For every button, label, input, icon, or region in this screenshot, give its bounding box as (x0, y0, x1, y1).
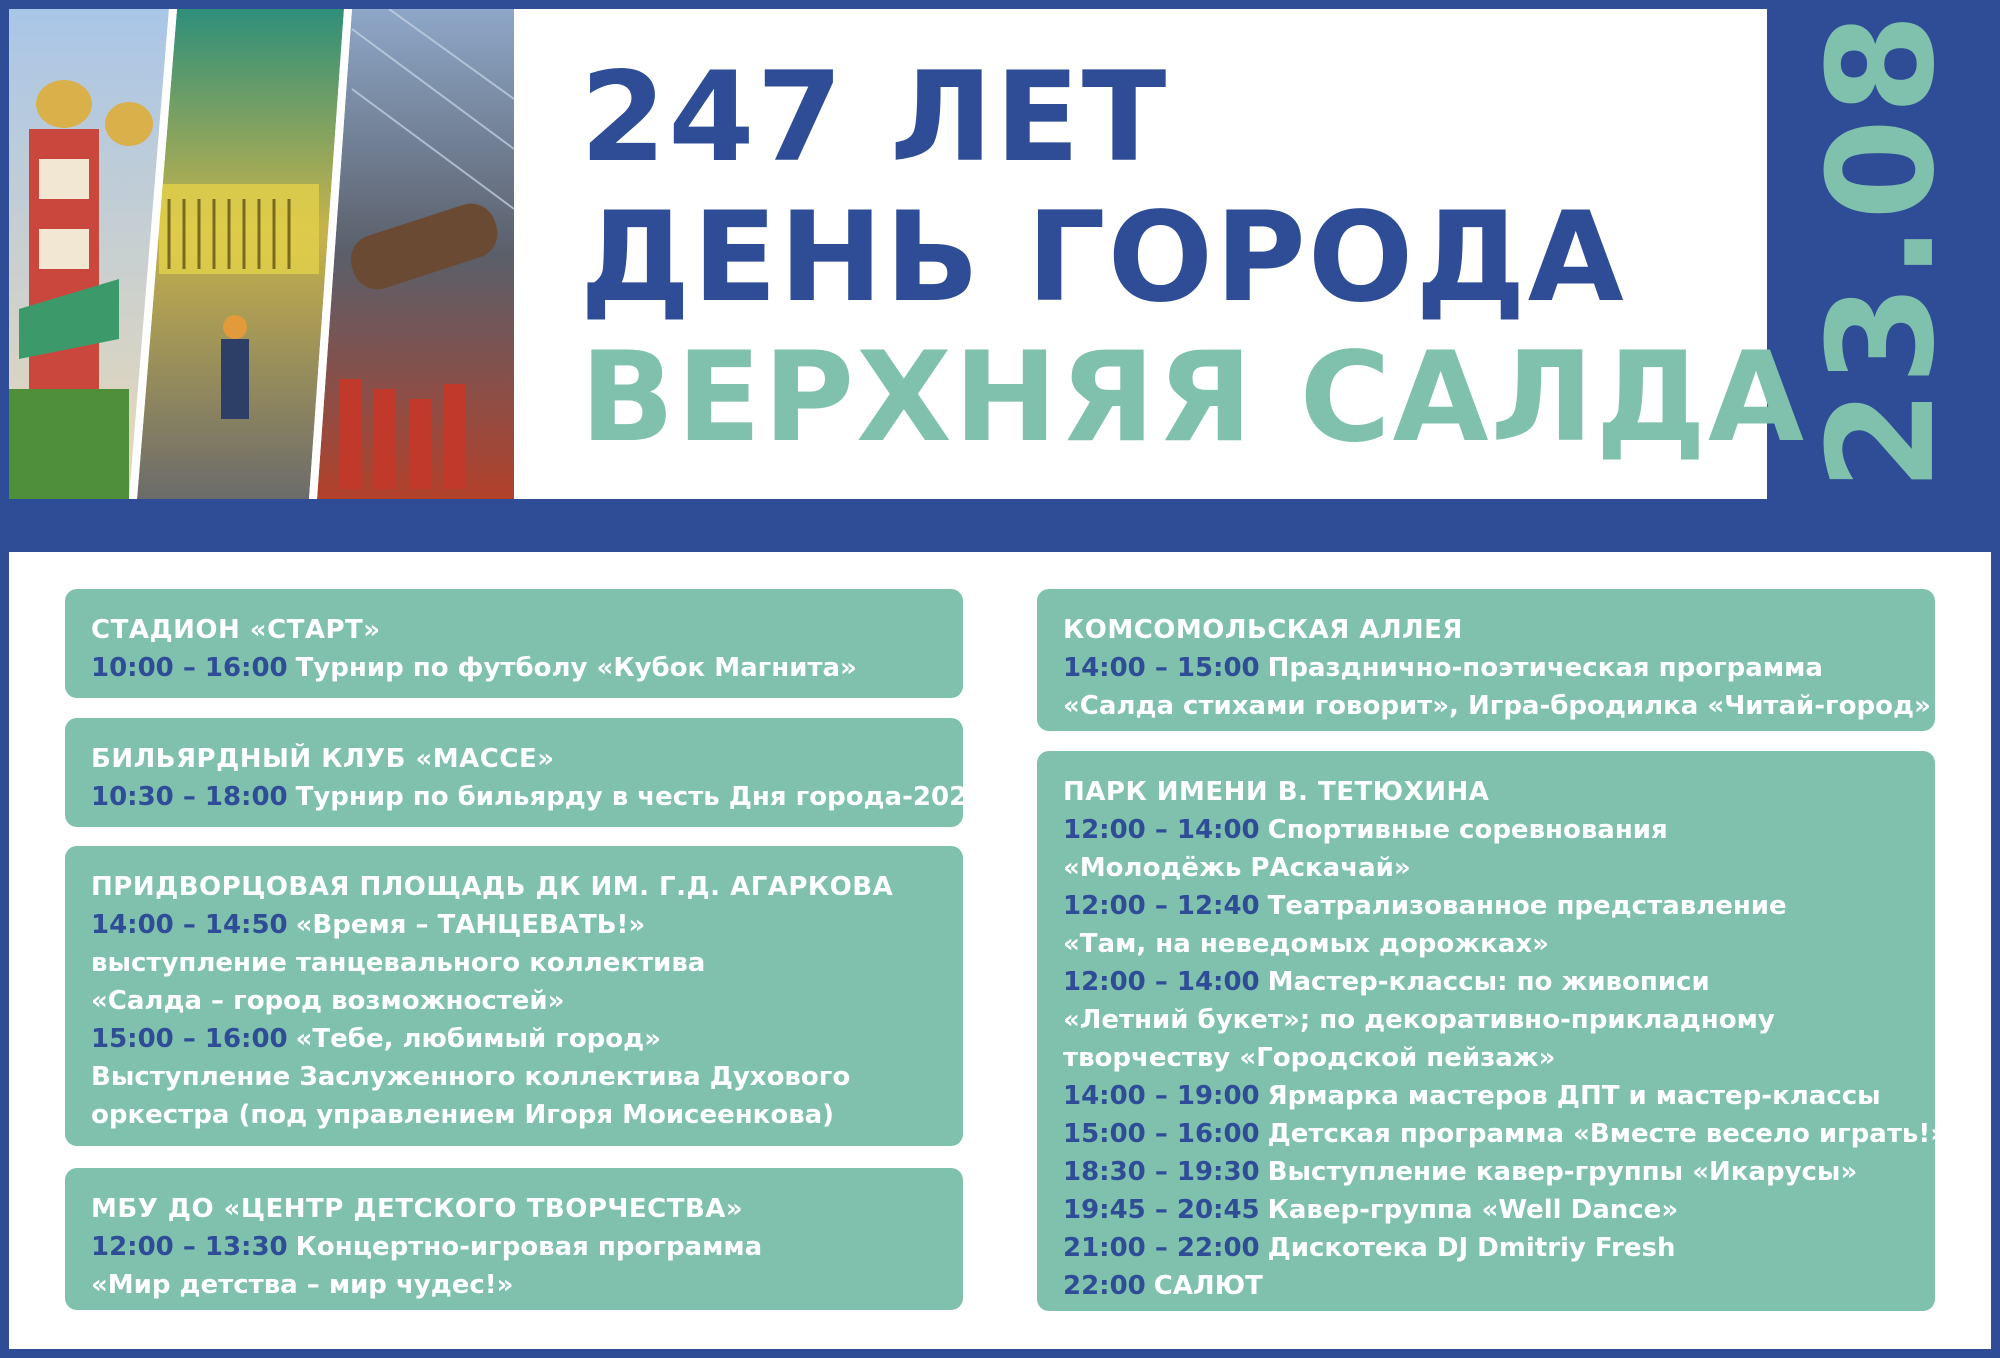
schedule-text: Выступление кавер-группы «Икарусы» (1267, 1157, 1858, 1187)
venue-title: ПАРК ИМЕНИ В. ТЕТЮХИНА (1063, 777, 1490, 807)
schedule-text: Ярмарка мастеров ДПТ и мастер-классы (1267, 1081, 1881, 1111)
venue-title: МБУ ДО «ЦЕНТР ДЕТСКОГО ТВОРЧЕСТВА» (91, 1194, 744, 1224)
venue-card-children-center (65, 1168, 963, 1310)
schedule-line (91, 778, 986, 816)
schedule-line (91, 1020, 937, 1058)
church-dome (36, 80, 92, 128)
schedule-text: «Время – ТАНЦЕВАТЬ!» (295, 910, 646, 940)
schedule-text: «Летний букет»; по декоративно-прикладному (1063, 1005, 1775, 1035)
schedule-text: «Там, на неведомых дорожках» (1063, 929, 1549, 959)
venue-title: ПРИДВОРЦОВАЯ ПЛОЩАДЬ ДК ИМ. Г.Д. АГАРКОВА (91, 872, 894, 902)
venue-card-billiard (65, 718, 986, 827)
title-city-name: ВЕРХНЯЯ САЛДА (580, 326, 1806, 470)
schedule-line (91, 982, 937, 1020)
schedule-line (1063, 887, 1909, 925)
schedule-line (1063, 1153, 1909, 1191)
schedule-time: 14:00 – 15:00 (1063, 653, 1260, 683)
schedule-line (91, 944, 937, 982)
schedule-line (1063, 649, 1909, 687)
venue-title: БИЛЬЯРДНЫЙ КЛУБ «МАССЕ» (91, 744, 555, 774)
schedule-time: 14:00 – 19:00 (1063, 1081, 1260, 1111)
event-title (580, 48, 1806, 468)
schedule-text: творчеству «Городской пейзаж» (1063, 1043, 1556, 1073)
schedule-text: Дискотека DJ Dmitriy Fresh (1267, 1233, 1676, 1263)
schedule-text: Кавер-группа «Well Dance» (1267, 1195, 1679, 1225)
schedule-time: 14:00 – 14:50 (91, 910, 288, 940)
collage-graphic (9, 9, 514, 499)
venue-card-komsomol-alley (1037, 589, 1935, 731)
title-city-day: ДЕНЬ ГОРОДА (580, 186, 1626, 330)
schedule-text: Выступление Заслуженного коллектива Духового (91, 1062, 851, 1092)
schedule-text: Празднично-поэтическая программа (1267, 653, 1823, 683)
venue-card-stadium (65, 589, 963, 698)
schedule-text: Концертно-игровая программа (295, 1232, 763, 1262)
worker-figure (221, 339, 249, 419)
schedule-line (1063, 1267, 1909, 1305)
schedule-time: 21:00 – 22:00 (1063, 1233, 1260, 1263)
schedule-text: «Мир детства – мир чудес!» (91, 1270, 514, 1300)
schedule-text: Мастер-классы: по живописи (1267, 967, 1710, 997)
schedule-line (91, 1096, 937, 1134)
schedule-text: Турнир по бильярду в честь Дня города-2025 (295, 782, 986, 812)
schedule-line (1063, 687, 1931, 725)
event-date (1792, 9, 1972, 491)
schedule-line (1063, 1229, 1909, 1267)
schedule-line (1063, 1077, 1909, 1115)
schedule-line (1063, 1039, 1909, 1077)
schedule-line (1063, 1001, 1909, 1039)
schedule-line (91, 649, 937, 687)
schedule-text: «Тебе, любимый город» (295, 1024, 661, 1054)
photo-collage (9, 9, 514, 499)
title-anniversary: 247 ЛЕТ (580, 46, 1169, 190)
schedule-text: САЛЮТ (1153, 1271, 1263, 1301)
venue-title: КОМСОМОЛЬСКАЯ АЛЛЕЯ (1063, 615, 1463, 645)
schedule-line (1063, 849, 1909, 887)
venue-title: СТАДИОН «СТАРТ» (91, 615, 381, 645)
schedule-line (1063, 963, 1909, 1001)
schedule-time: 12:00 – 12:40 (1063, 891, 1260, 921)
venue-card-dk-square (65, 846, 963, 1146)
schedule-text: «Салда – город возможностей» (91, 986, 565, 1016)
schedule-time: 12:00 – 14:00 (1063, 815, 1260, 845)
schedule-text: Детская программа «Вместе весело играть!» (1267, 1119, 1947, 1149)
schedule-line (91, 1266, 937, 1304)
schedule-time: 22:00 (1063, 1271, 1146, 1301)
date-label: 23.08 (1797, 9, 1967, 491)
schedule-line (1063, 1191, 1909, 1229)
schedule-time: 15:00 – 16:00 (91, 1024, 288, 1054)
schedule-time: 10:30 – 18:00 (91, 782, 288, 812)
schedule-text: «Салда стихами говорит», Игра-бродилка «Читай-город» (1063, 691, 1931, 721)
schedule-line (1063, 925, 1909, 963)
schedule-text: Спортивные соревнования (1267, 815, 1668, 845)
schedule-text: Турнир по футболу «Кубок Магнита» (295, 653, 857, 683)
schedule-line (1063, 811, 1909, 849)
schedule-time: 19:45 – 20:45 (1063, 1195, 1260, 1225)
schedule-text: выступление танцевального коллектива (91, 948, 706, 978)
schedule-time: 15:00 – 16:00 (1063, 1119, 1260, 1149)
schedule-time: 10:00 – 16:00 (91, 653, 288, 683)
schedule-line (1063, 1115, 1947, 1153)
venue-card-tetyukhin-park (1037, 751, 1947, 1311)
schedule-text: «Молодёжь РАскачай» (1063, 853, 1411, 883)
schedule-time: 12:00 – 14:00 (1063, 967, 1260, 997)
schedule-text: оркестра (под управлением Игоря Моисеенкова) (91, 1100, 835, 1130)
schedule-time: 12:00 – 13:30 (91, 1232, 288, 1262)
schedule-line (91, 1228, 937, 1266)
schedule-line (91, 1058, 937, 1096)
schedule-time: 18:30 – 19:30 (1063, 1157, 1260, 1187)
schedule-line (91, 906, 937, 944)
schedule-text: Театрализованное представление (1267, 891, 1787, 921)
